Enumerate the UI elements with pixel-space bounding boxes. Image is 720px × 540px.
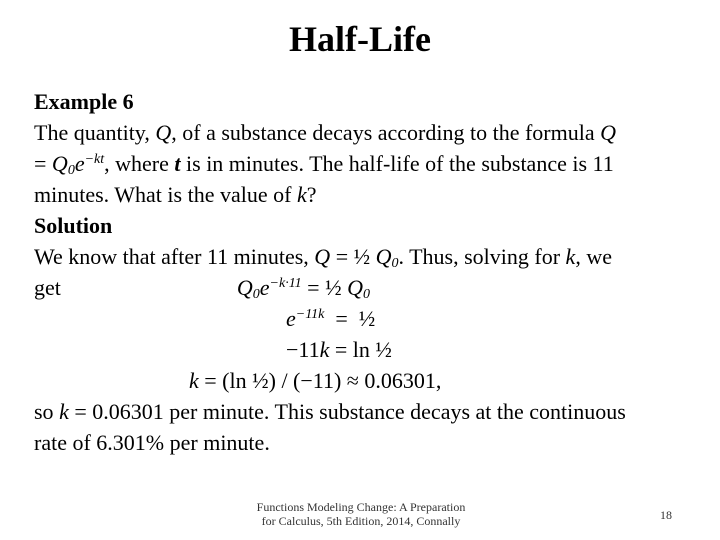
text: = 0.06301 per minute. This substance decays at the continuous: [68, 399, 626, 424]
equation-3: [34, 334, 694, 365]
equation-1: [237, 272, 370, 303]
text: ?: [306, 182, 317, 207]
text: We know that after 11 minutes,: [34, 244, 315, 269]
exponent: −11k: [295, 307, 325, 322]
var-q0: Q: [236, 275, 253, 300]
text: . Thus, solving for: [398, 244, 566, 269]
subscript: 0: [391, 256, 399, 271]
text: The quantity,: [34, 120, 156, 145]
text: =: [34, 151, 52, 176]
var-k: k: [319, 337, 330, 362]
var-t: t: [174, 151, 181, 176]
conclusion-line-1: [34, 396, 694, 427]
text: = ln ½: [329, 337, 392, 362]
solution-line-1: [34, 241, 694, 272]
var-q: Q: [600, 120, 617, 145]
text: minutes. What is the value of: [34, 182, 297, 207]
var-q0: Q: [51, 151, 68, 176]
text: = ½: [301, 275, 348, 300]
footer-line-1: Functions Modeling Change: A Preparation: [256, 500, 466, 514]
conclusion-line-2: rate of 6.301% per minute.: [34, 430, 270, 455]
var-k: k: [189, 368, 199, 393]
solution-line-2: [34, 272, 694, 303]
text: , where: [104, 151, 175, 176]
text: −11: [286, 337, 320, 362]
text: = ½: [330, 244, 376, 269]
var-q: Q: [314, 244, 331, 269]
problem-line-2: [34, 148, 694, 179]
var-k: k: [296, 182, 307, 207]
text: is in minutes. The half-life of the substance is 11: [180, 151, 614, 176]
text: so: [34, 399, 60, 424]
text: get: [34, 275, 61, 300]
var-q0: Q: [347, 275, 363, 300]
subscript: 0: [362, 287, 370, 302]
page-number: 18: [660, 508, 672, 522]
slide-title: Half-Life: [289, 19, 431, 59]
subscript: 0: [67, 163, 75, 178]
var-q0: Q: [375, 244, 392, 269]
footer-citation: [248, 500, 474, 528]
problem-line-3: [34, 179, 694, 210]
var-q: Q: [155, 120, 172, 145]
exponent: −k·11: [269, 276, 302, 291]
equation-2: [34, 303, 694, 334]
text: , of a substance decays according to the formula: [171, 120, 601, 145]
slide-body: [34, 86, 694, 458]
text: , we: [575, 244, 612, 269]
var-k: k: [59, 399, 69, 424]
example-heading: Example 6: [34, 89, 134, 114]
var-e: e: [286, 306, 296, 331]
subscript: 0: [252, 287, 260, 302]
equation-4: [34, 365, 694, 396]
var-e: e: [259, 275, 270, 300]
text: = (ln ½) / (−11) ≈ 0.06301,: [198, 368, 442, 393]
exponent: −kt: [84, 152, 105, 167]
footer-line-2: for Calculus, 5th Edition, 2014, Connally: [261, 514, 461, 528]
var-e: e: [74, 151, 85, 176]
text: = ½: [324, 306, 376, 331]
solution-heading: Solution: [34, 213, 113, 238]
problem-line-1: [34, 117, 694, 148]
var-k: k: [565, 244, 576, 269]
